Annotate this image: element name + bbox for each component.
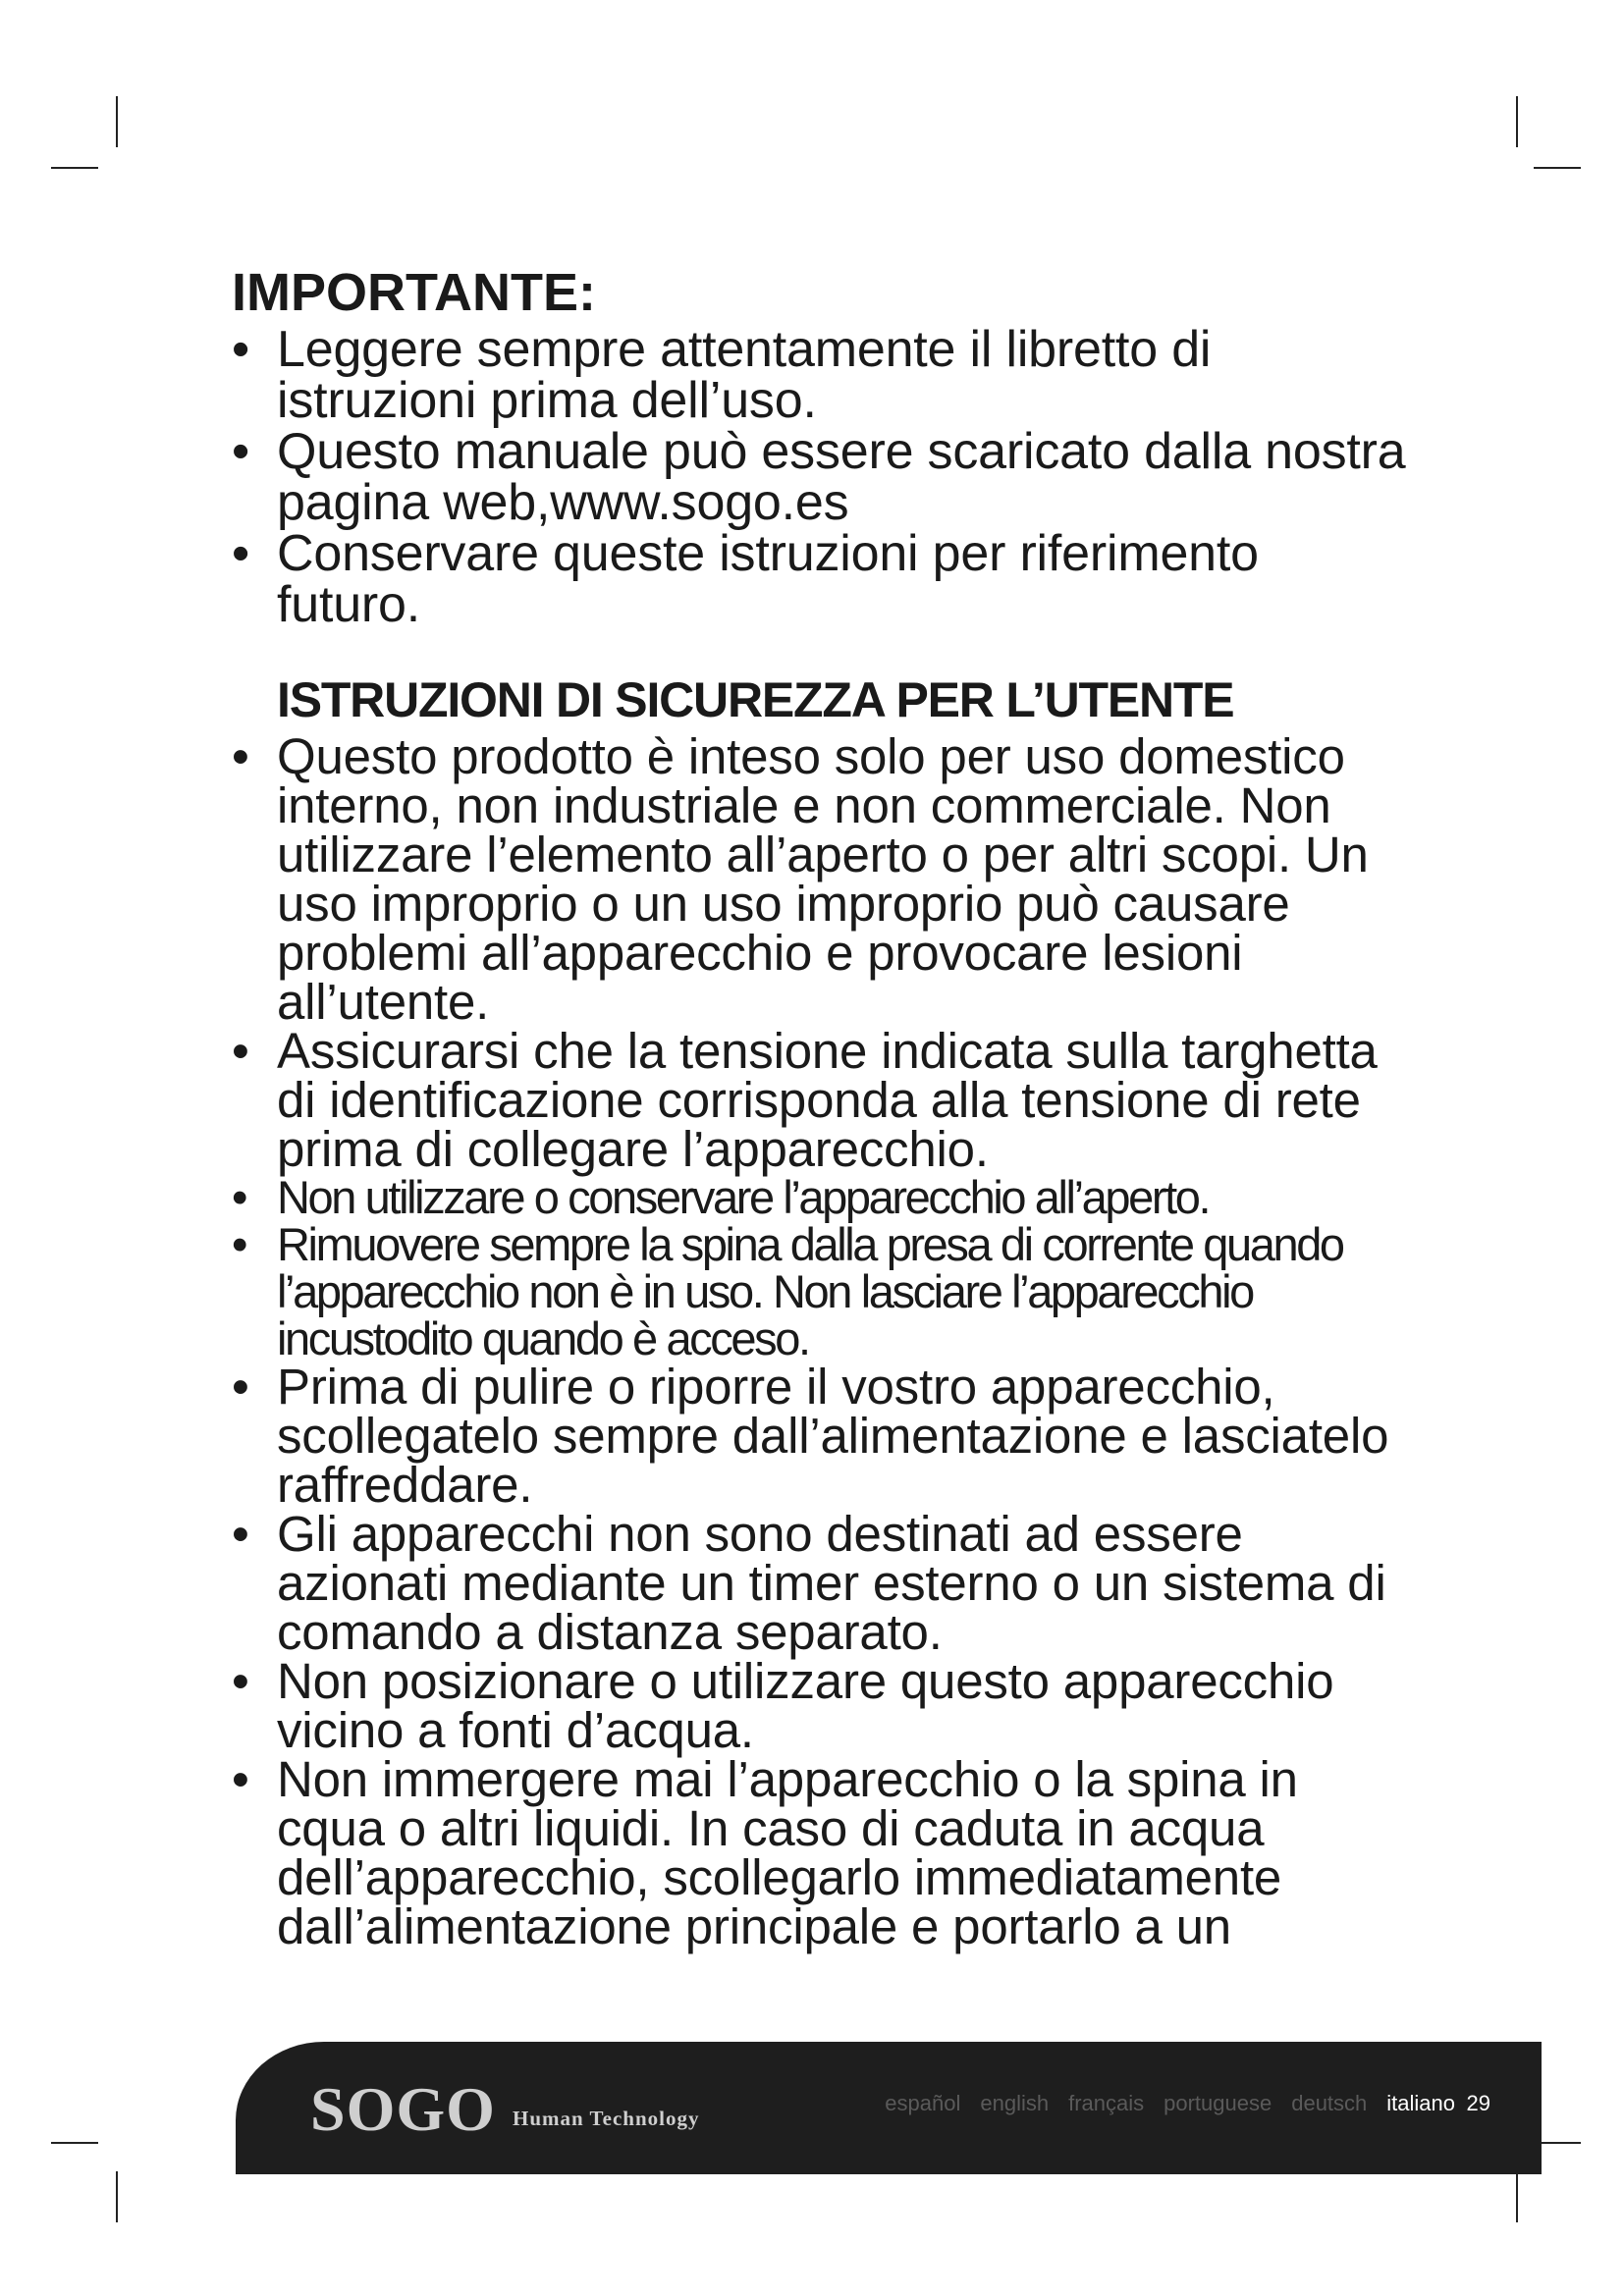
logo-tagline: Human Technology: [513, 2107, 700, 2130]
footer-bar: [236, 2042, 1542, 2174]
important-heading: IMPORTANTE:: [232, 263, 596, 322]
page-number: 29: [1466, 2091, 1490, 2115]
list-item: • Rimuovere sempre la spina dalla presa di corrente quando l’apparecchio non è in uso. Non lasciare l’apparecchio incustodito quando è acceso.: [232, 1221, 1410, 1362]
manual-content: [232, 263, 1410, 1954]
crop-mark: [1516, 2171, 1518, 2222]
important-list: [232, 321, 1410, 633]
safety-list: [232, 728, 1410, 1177]
list-item: • Conservare queste istruzioni per riferimento futuro.: [232, 528, 1410, 630]
language-english[interactable]: english: [980, 2091, 1050, 2115]
list-item: • Non utilizzare o conservare l’apparecchio all’aperto.: [232, 1174, 1410, 1221]
list-item: • Prima di pulire o riporre il vostro apparecchio, scollegatelo sempre dall’alimentazione e lasciatelo raffreddare.: [232, 1362, 1410, 1510]
crop-mark: [1516, 96, 1518, 147]
list-item: • Non posizionare o utilizzare questo apparecchio vicino a fonti d’acqua.: [232, 1657, 1410, 1755]
list-item: • Non immergere mai l’apparecchio o la spina in cqua o altri liquidi. In caso di caduta in acqua dell’apparecchio, scollegarlo immediatamente dall’alimentazione principale e portarlo a un: [232, 1755, 1410, 1951]
sogo-logo: SOGO: [310, 2074, 496, 2144]
safety-list-condensed: [232, 1171, 1410, 1364]
list-item: • Questo manuale può essere scaricato dalla nostra pagina web,www.sogo.es: [232, 426, 1410, 528]
language-espanol[interactable]: español: [885, 2091, 961, 2115]
list-item: • Gli apparecchi non sono destinati ad essere azionati mediante un timer esterno o un sistema di comando a distanza separato.: [232, 1510, 1410, 1657]
language-deutsch[interactable]: deutsch: [1291, 2091, 1368, 2115]
crop-mark: [51, 167, 98, 169]
language-portuguese[interactable]: portuguese: [1164, 2091, 1272, 2115]
list-item: • Leggere sempre attentamente il libretto di istruzioni prima dell’uso.: [232, 324, 1410, 426]
safety-list-continued: [232, 1359, 1410, 1954]
language-francais[interactable]: français: [1068, 2091, 1145, 2115]
crop-mark: [116, 2171, 118, 2222]
language-list: [885, 2091, 1455, 2116]
crop-mark: [116, 96, 118, 147]
list-item: • Questo prodotto è inteso solo per uso domestico interno, non industriale e non commerciale. Non utilizzare l’elemento all’aperto o per altri scopi. Un uso improprio o un uso improprio può causare problemi all’apparecchio e provocare lesioni all’utente.: [232, 732, 1410, 1027]
list-item: • Assicurarsi che la tensione indicata sulla targhetta di identificazione corrisponda alla tensione di rete prima di collegare l’apparecchio.: [232, 1027, 1410, 1174]
crop-mark: [51, 2142, 98, 2144]
crop-mark: [1534, 167, 1581, 169]
safety-heading: ISTRUZIONI DI SICUREZZA PER L’UTENTE: [277, 672, 1234, 727]
language-italiano[interactable]: italiano: [1386, 2091, 1455, 2115]
